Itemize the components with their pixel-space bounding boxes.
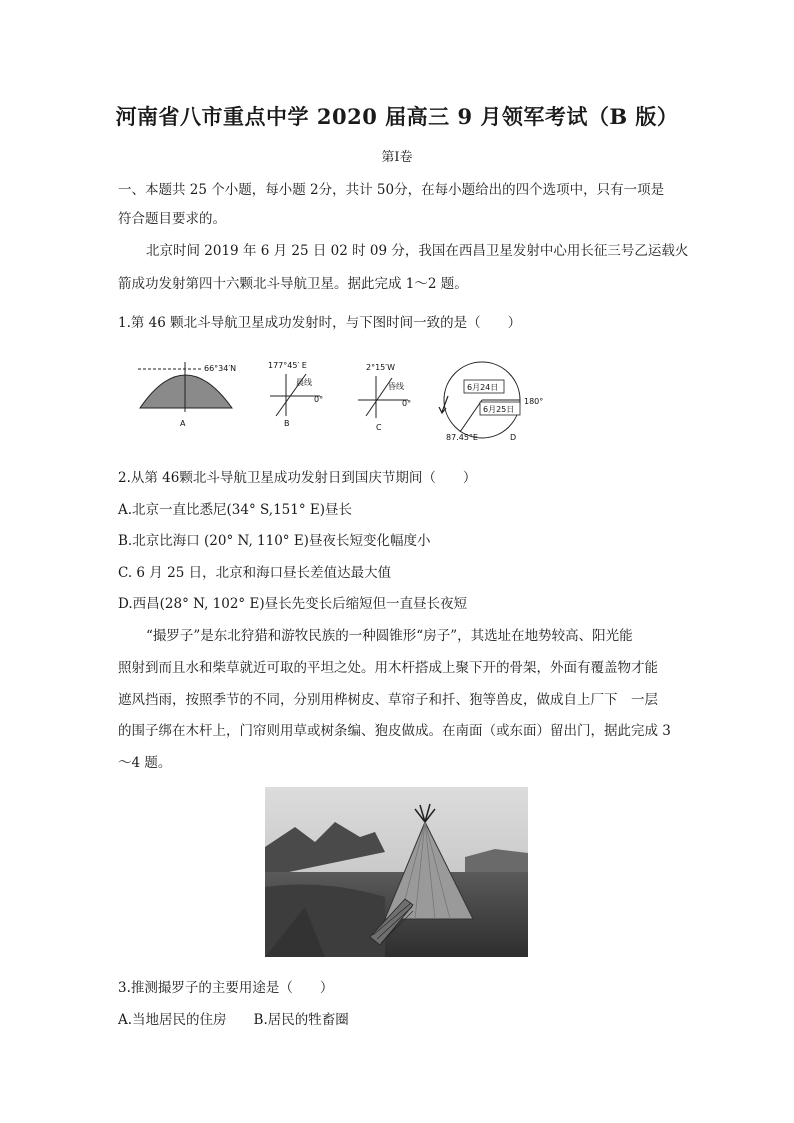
passage2-line-3: 遮风挡雨，按照季节的不同，分别用桦树皮、草帘子和扦、狍等兽皮，做成自上厂下 一层 <box>118 692 658 708</box>
diagram-b-line-label: 晨线 <box>296 378 312 387</box>
passage1-line-2: 箭成功发射第四十六颗北斗导航卫星。据此完成 1～2 题。 <box>118 276 468 292</box>
question-1: 1.第 46 颗北斗导航卫星成功发射时，与下图时间一致的是（ ） <box>118 315 522 331</box>
passage2-line-1: “撮罗子”是东北狩猎和游牧民族的一种圆锥形“房子”，其选址在地势较高、阳光能 <box>146 628 633 644</box>
passage2-line-2: 照射到而且水和柴草就近可取的平坦之处。用木杆搭成上聚下开的骨架，外面有覆盖物才能 <box>118 660 658 676</box>
diagram-a-letter: A <box>180 419 186 428</box>
diagram-b <box>268 361 323 428</box>
question-2-option-c: C. 6 月 25 日，北京和海口昼长差值达最大值 <box>118 565 392 581</box>
cuoluozi-photo <box>265 787 528 957</box>
diagram-a <box>138 362 236 428</box>
diagram-a-latitude: 66°34′N <box>204 364 237 373</box>
diagram-c-line-label: 昏线 <box>388 382 404 391</box>
page-title: 河南省八市重点中学 2020 届高三 9 月领军考试（B 版） <box>115 104 679 129</box>
question-3-options: A.当地居民的住房 B.居民的牲畜圈 <box>118 1012 349 1028</box>
diagram-c-letter: C <box>376 423 382 432</box>
question-2: 2.从第 46颗北斗导航卫星成功发射日到国庆节期间（ ） <box>118 470 477 486</box>
diagram-c-equator: 0° <box>402 399 412 408</box>
question-1-figure <box>130 352 544 444</box>
diagram-b-equator: 0° <box>314 395 324 404</box>
diagram-d-date-1: 6月24日 <box>467 383 499 392</box>
diagram-d-dateline: 180° <box>524 397 544 406</box>
diagram-d-longitude: 87.45°E <box>446 433 478 442</box>
diagram-c-longitude: 2°15′W <box>366 363 395 372</box>
passage2-line-5: ～4 题。 <box>118 755 172 771</box>
question-2-option-a: A.北京一直比悉尼(34° S,151° E)昼长 <box>118 502 353 518</box>
passage1-line-1: 北京时间 2019 年 6 月 25 日 02 时 09 分，我国在西昌卫星发射中心用长征三号乙运载火 <box>146 243 689 259</box>
diagram-c <box>358 363 411 432</box>
question-2-option-d: D.西昌(28° N, 102° E)昼长先变长后缩短但一直昼长夜短 <box>118 596 468 612</box>
passage2-line-4: 的围子绑在木杆上，门帘则用草或树条编、狍皮做成。在南面（或东面）留出门，据此完成 3 <box>118 723 671 739</box>
diagram-b-letter: B <box>284 419 290 428</box>
diagram-d-date-2: 6月25日 <box>483 405 515 414</box>
diagram-b-longitude: 177°45′ E <box>268 361 307 370</box>
question-2-option-b: B.北京比海口 (20° N, 110° E)昼夜长短变化幅度小 <box>118 533 431 549</box>
intro-line-1: 一、本题共 25 个小题，每小题 2分，共计 50分，在每小题给出的四个选项中，只有一项是 <box>118 182 665 198</box>
diagram-d-letter: D <box>510 433 517 442</box>
diagram-d <box>439 362 543 442</box>
question-3: 3.推测撮罗子的主要用途是（ ） <box>118 980 334 996</box>
section-label: 第Ⅰ卷 <box>381 150 413 165</box>
intro-line-2: 符合题目要求的。 <box>118 211 226 227</box>
